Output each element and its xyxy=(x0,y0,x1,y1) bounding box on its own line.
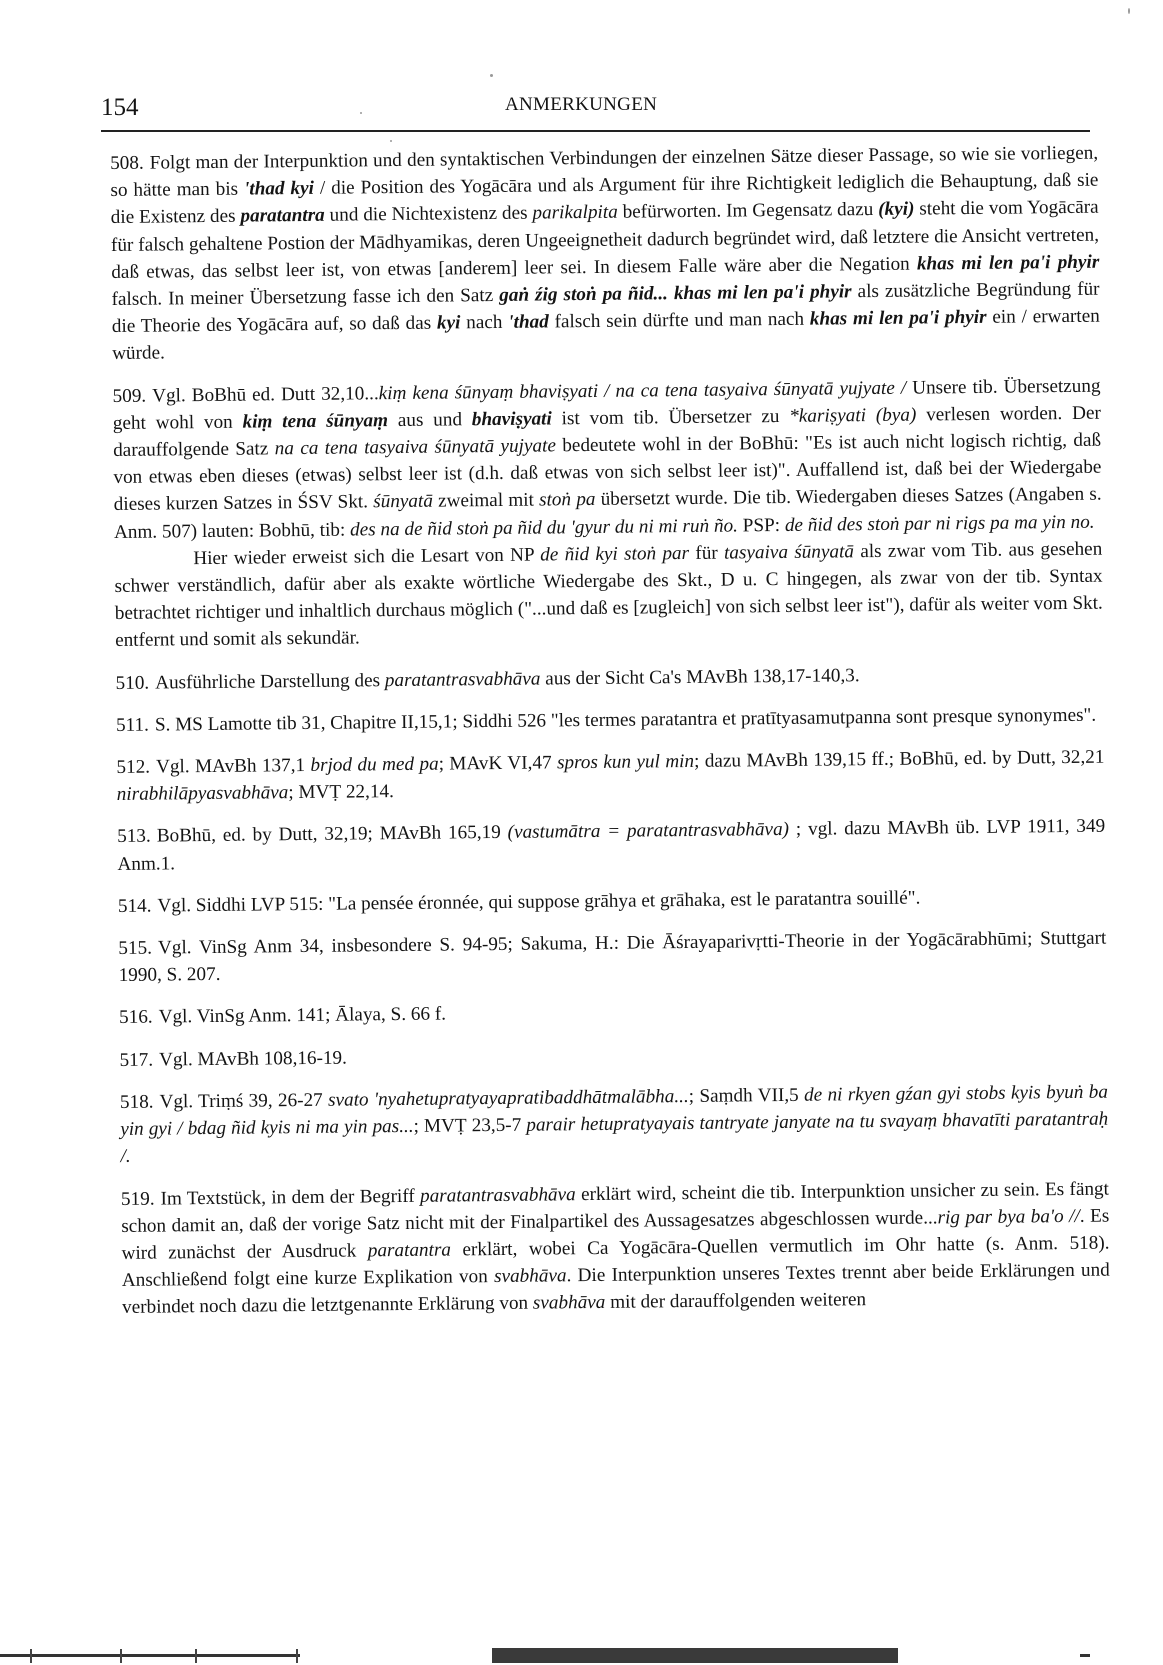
endnote xyxy=(119,994,1107,1032)
italic-term: svabhāva xyxy=(532,1292,606,1314)
text-segment: erklärt, wobei Ca Yogācāra-Quellen vermutlich im Ohr hatte (s. Anm. 518). Anschließend folgt eine kurze Explikation von xyxy=(121,1232,1110,1292)
endnote-number: 510. xyxy=(115,672,150,694)
endnote xyxy=(120,1078,1109,1170)
text-segment: bedeutete wohl in der BoBhū: "Es ist auch nicht logisch richtig, daß von etwas eben dieses (etwas) selbst leer ist (d.h. daß etwas von sich selbst leer ist)". Auffallend ist, daß bei der Wiedergabe dieses kurzen Satzes in ŚSV Skt. xyxy=(113,429,1102,516)
endnote xyxy=(116,744,1105,809)
endnote-number: 519. xyxy=(120,1188,155,1210)
text-segment: Vgl. Siddhi LVP 515: "La pensée éronnée, qui suppose grāhya et grāhaka, est le paratantra souillé". xyxy=(157,887,921,917)
running-head: ANMERKUNGEN xyxy=(505,94,658,115)
emphasized-term: (kyi) xyxy=(878,198,915,221)
endnote xyxy=(118,882,1106,920)
text-segment: Vgl. VinSg Anm. 141; Ālaya, S. 66 f. xyxy=(158,1004,447,1029)
endnote-number: 511. xyxy=(115,714,150,736)
italic-term: parikalpita xyxy=(532,202,618,224)
scan-speck xyxy=(1128,8,1130,14)
text-segment: Unsere tib. Übersetzung geht wohl von xyxy=(112,375,1101,434)
italic-term: stoṅ pa xyxy=(538,489,596,511)
italic-term: des na de ñid stoṅ pa ñid du 'gyur du ni mi ruṅ ño. xyxy=(349,515,739,541)
endnotes-body xyxy=(110,140,1110,1337)
endnote xyxy=(115,659,1103,697)
emphasized-term: khas mi len pa'i phyir xyxy=(809,307,987,330)
text-segment: ; MVṬ 23,5-7 xyxy=(413,1114,527,1137)
italic-term xyxy=(508,312,549,333)
text-segment: und die Nichtexistenz des xyxy=(324,202,533,227)
text-segment: übersetzt wurde. Die tib. Wiedergaben dieses Satzes (Angaben s. Anm. 507) lauten: Bobhū, tib: xyxy=(113,484,1102,543)
text-segment: Vgl. VinSg Anm 34, insbesondere S. 94-95; Sakuma, H.: Die Āśrayaparivṛtti-Theorie in der Yogācārabhūmi; Stuttgart 1990, S. 207. xyxy=(118,927,1107,987)
text-segment: . Die Interpunktion unseres Textes trennt aber beide Erklärungen und verbindet noch dazu die letztgenannte Erklärung von xyxy=(122,1259,1110,1319)
italic-term: tasyaiva śūnyatā xyxy=(723,541,855,564)
emphasized-term: kiṃ tena śūnyaṃ xyxy=(242,409,389,433)
text-segment: / die Position des Yogācāra und als Argument für ihre Richtigkeit lediglich die Behauptung, daß sie die Existenz des xyxy=(110,169,1099,229)
text-segment: ; vgl. dazu MAvBh üb. LVP 1911, 349 Anm.1. xyxy=(117,816,1106,875)
endnote xyxy=(118,925,1107,990)
emphasized-term: gaṅ źig stoṅ pa ñid... khas mi len pa'i phyir xyxy=(499,281,852,306)
scan-speck xyxy=(390,140,392,142)
italic-term: de ni rkyen gźan gyi stobs kyis byuṅ ba yin gyi / bdag ñid kyis ni ma yin pas... xyxy=(120,1081,1109,1141)
text-segment: BoBhū, ed. by Dutt, 32,19; MAvBh 165,19 xyxy=(156,822,508,848)
text-segment: ; dazu MAvBh 139,15 ff.; BoBhū, ed. by Dutt, 32,21 xyxy=(693,746,1105,772)
italic-term xyxy=(244,178,314,200)
endnote xyxy=(121,1175,1110,1321)
italic-term: na ca tena tasyaiva śūnyatā yujyate xyxy=(274,435,557,460)
page-header xyxy=(101,92,1090,132)
text-segment: steht die vom Yogācāra für falsch gehaltene Postion der Mādhyamikas, deren Ungeeignetheit dadurch begründet wird, daß letztere die Ansicht vertreten, daß etwas, das selbst leer ist, von etwas [anderem] leer sei. In diesem Falle wäre aber die Negation xyxy=(110,197,1100,283)
text-segment: Ausführliche Darstellung des xyxy=(155,669,385,694)
scan-footer-artifact xyxy=(0,1646,1163,1665)
italic-term xyxy=(878,199,914,220)
italic-term: de ñid kyi stoṅ par xyxy=(540,542,690,566)
emphasized-term: 'thad kyi xyxy=(243,178,315,200)
italic-term: paratantrasvabhāva xyxy=(384,668,541,691)
italic-term: śūnyatā xyxy=(373,491,434,513)
endnote-number: 509. xyxy=(112,385,147,407)
text-segment: mit der darauffolgenden weiteren xyxy=(605,1289,867,1314)
endnote-number: 513. xyxy=(117,826,151,848)
text-segment: . Es wird zunächst der Ausdruck xyxy=(121,1205,1110,1264)
italic-term xyxy=(917,251,1100,274)
page-number: 154 xyxy=(101,94,139,121)
text-segment: nach xyxy=(460,312,509,334)
endnote-number: 517. xyxy=(119,1049,154,1071)
italic-term xyxy=(810,307,987,330)
scan-speck xyxy=(360,112,362,114)
text-segment: ein / erwarten würde. xyxy=(112,305,1100,365)
endnote-number: 508. xyxy=(110,152,144,174)
endnote-number: 516. xyxy=(118,1007,153,1029)
text-segment: falsch. In meiner Übersetzung fasse ich den Satz xyxy=(111,284,500,311)
text-segment: S. MS Lamotte tib 31, Chapitre II,15,1; Siddhi 526 "les termes paratantra et pratītyasamutpanna sont presque synonymes". xyxy=(154,704,1097,736)
text-segment: falsch sein dürfte und man nach xyxy=(548,308,810,333)
endnote-number: 512. xyxy=(116,756,151,779)
endnote xyxy=(119,1036,1107,1074)
text-segment: befürworten. Im Gegensatz dazu xyxy=(617,199,879,224)
endnote-number: 514. xyxy=(117,895,152,917)
text-segment: Vgl. Triṃś 39, 26-27 xyxy=(159,1089,329,1113)
text-segment: zweimal mit xyxy=(432,489,540,513)
text-segment: als zusätzliche Begründung für die Theorie des Yogācāra auf, so daß das xyxy=(111,278,1100,338)
italic-term: de ñid des stoṅ par ni rigs pa ma yin no. xyxy=(784,511,1095,536)
italic-term: svato 'nyahetupratyayapratibaddhātmalābha... xyxy=(327,1085,689,1111)
italic-term xyxy=(437,313,461,334)
italic-term: spros kun yul min xyxy=(556,750,695,774)
text-segment: ; MAvK VI,47 xyxy=(438,752,558,775)
text-segment: erklärt wird, scheint die tib. Interpunktion unsicher zu sein. Es fängt schon damit an, daß der vorige Satz nicht mit der Finalpartikel des Aussagesatzes abgeschlossen wurde... xyxy=(121,1178,1110,1237)
text-segment: Hier wieder erweist sich die Lesart von NP xyxy=(193,544,541,569)
italic-term: rig par bya ba'o // xyxy=(937,1205,1080,1229)
text-segment: als zwar vom Tib. aus gesehen schwer verständlich, dafür aber als exakte wörtliche Wiedergabe des Skt., D u. C hingegen, als zwar von der tib. Syntax betrachtet richtiger und inhaltlich durchaus möglich ("...und daß es [zugleich] von sich selbst leer ist"), dafür als weiter vom Skt. entfernt und somit als sekundär. xyxy=(114,538,1103,652)
italic-term: paratantra xyxy=(367,1239,452,1262)
italic-term: brjod du med pa xyxy=(310,753,439,776)
text-segment: aus der Sicht Ca's MAvBh 138,17-140,3. xyxy=(540,664,860,690)
emphasized-term: 'thad xyxy=(508,311,549,334)
italic-term xyxy=(240,205,324,227)
text-segment: verlesen worden. Der darauffolgende Satz xyxy=(113,402,1101,462)
text-segment: für xyxy=(688,542,725,564)
italic-term: paratantrasvabhāva xyxy=(419,1183,576,1207)
endnote xyxy=(117,813,1106,878)
italic-term xyxy=(472,408,552,430)
emphasized-term: bhaviṣyati xyxy=(471,408,552,431)
emphasized-term: paratantra xyxy=(240,205,325,228)
italic-term: svabhāva xyxy=(493,1265,567,1288)
italic-term xyxy=(242,410,388,433)
italic-term: (vastumātra = paratantrasvabhāva) xyxy=(507,819,790,844)
endnote-number: 518. xyxy=(119,1091,154,1113)
endnote-continuation xyxy=(114,535,1103,654)
text-segment: Vgl. MAvBh 108,16-19. xyxy=(158,1047,348,1071)
text-segment: Vgl. BoBhū ed. Dutt 32,10... xyxy=(152,382,379,407)
endnote xyxy=(110,140,1100,368)
endnote xyxy=(112,372,1103,654)
text-segment: ; MVṬ 22,14. xyxy=(288,781,394,804)
italic-term: kiṃ kena śūnyaṃ bhaviṣyati / na ca tena tasyaiva śūnyatā yujyate / xyxy=(378,377,907,404)
endnote xyxy=(116,701,1104,739)
emphasized-term: kyi xyxy=(436,312,461,334)
text-segment: Im Textstück, in dem der Begriff xyxy=(160,1185,421,1210)
italic-term: nirabhilāpyasvabhāva xyxy=(116,782,289,806)
scan-speck xyxy=(490,74,493,77)
endnote-number: 515. xyxy=(118,937,153,960)
text-segment: Vgl. MAvBh 137,1 xyxy=(155,754,311,778)
italic-term xyxy=(499,281,852,306)
italic-term: *kariṣyati (bya) xyxy=(789,404,917,427)
text-segment: ist vom tib. Übersetzer zu xyxy=(551,405,790,430)
text-segment: PSP: xyxy=(737,514,785,537)
text-segment: ; Saṃdh VII,5 xyxy=(688,1084,805,1107)
text-segment: aus und xyxy=(387,409,472,431)
italic-term: parair hetupratyayais tantryate janyate na tu svayaṃ bhavatīti paratantraḥ /. xyxy=(120,1108,1109,1168)
emphasized-term: khas mi len pa'i phyir xyxy=(916,251,1100,275)
text-segment: Folgt man der Interpunktion und den syntaktischen Verbindungen der einzelnen Sätze dieser Passage, so wie sie vorliegen, so hätte man bis xyxy=(110,142,1099,202)
